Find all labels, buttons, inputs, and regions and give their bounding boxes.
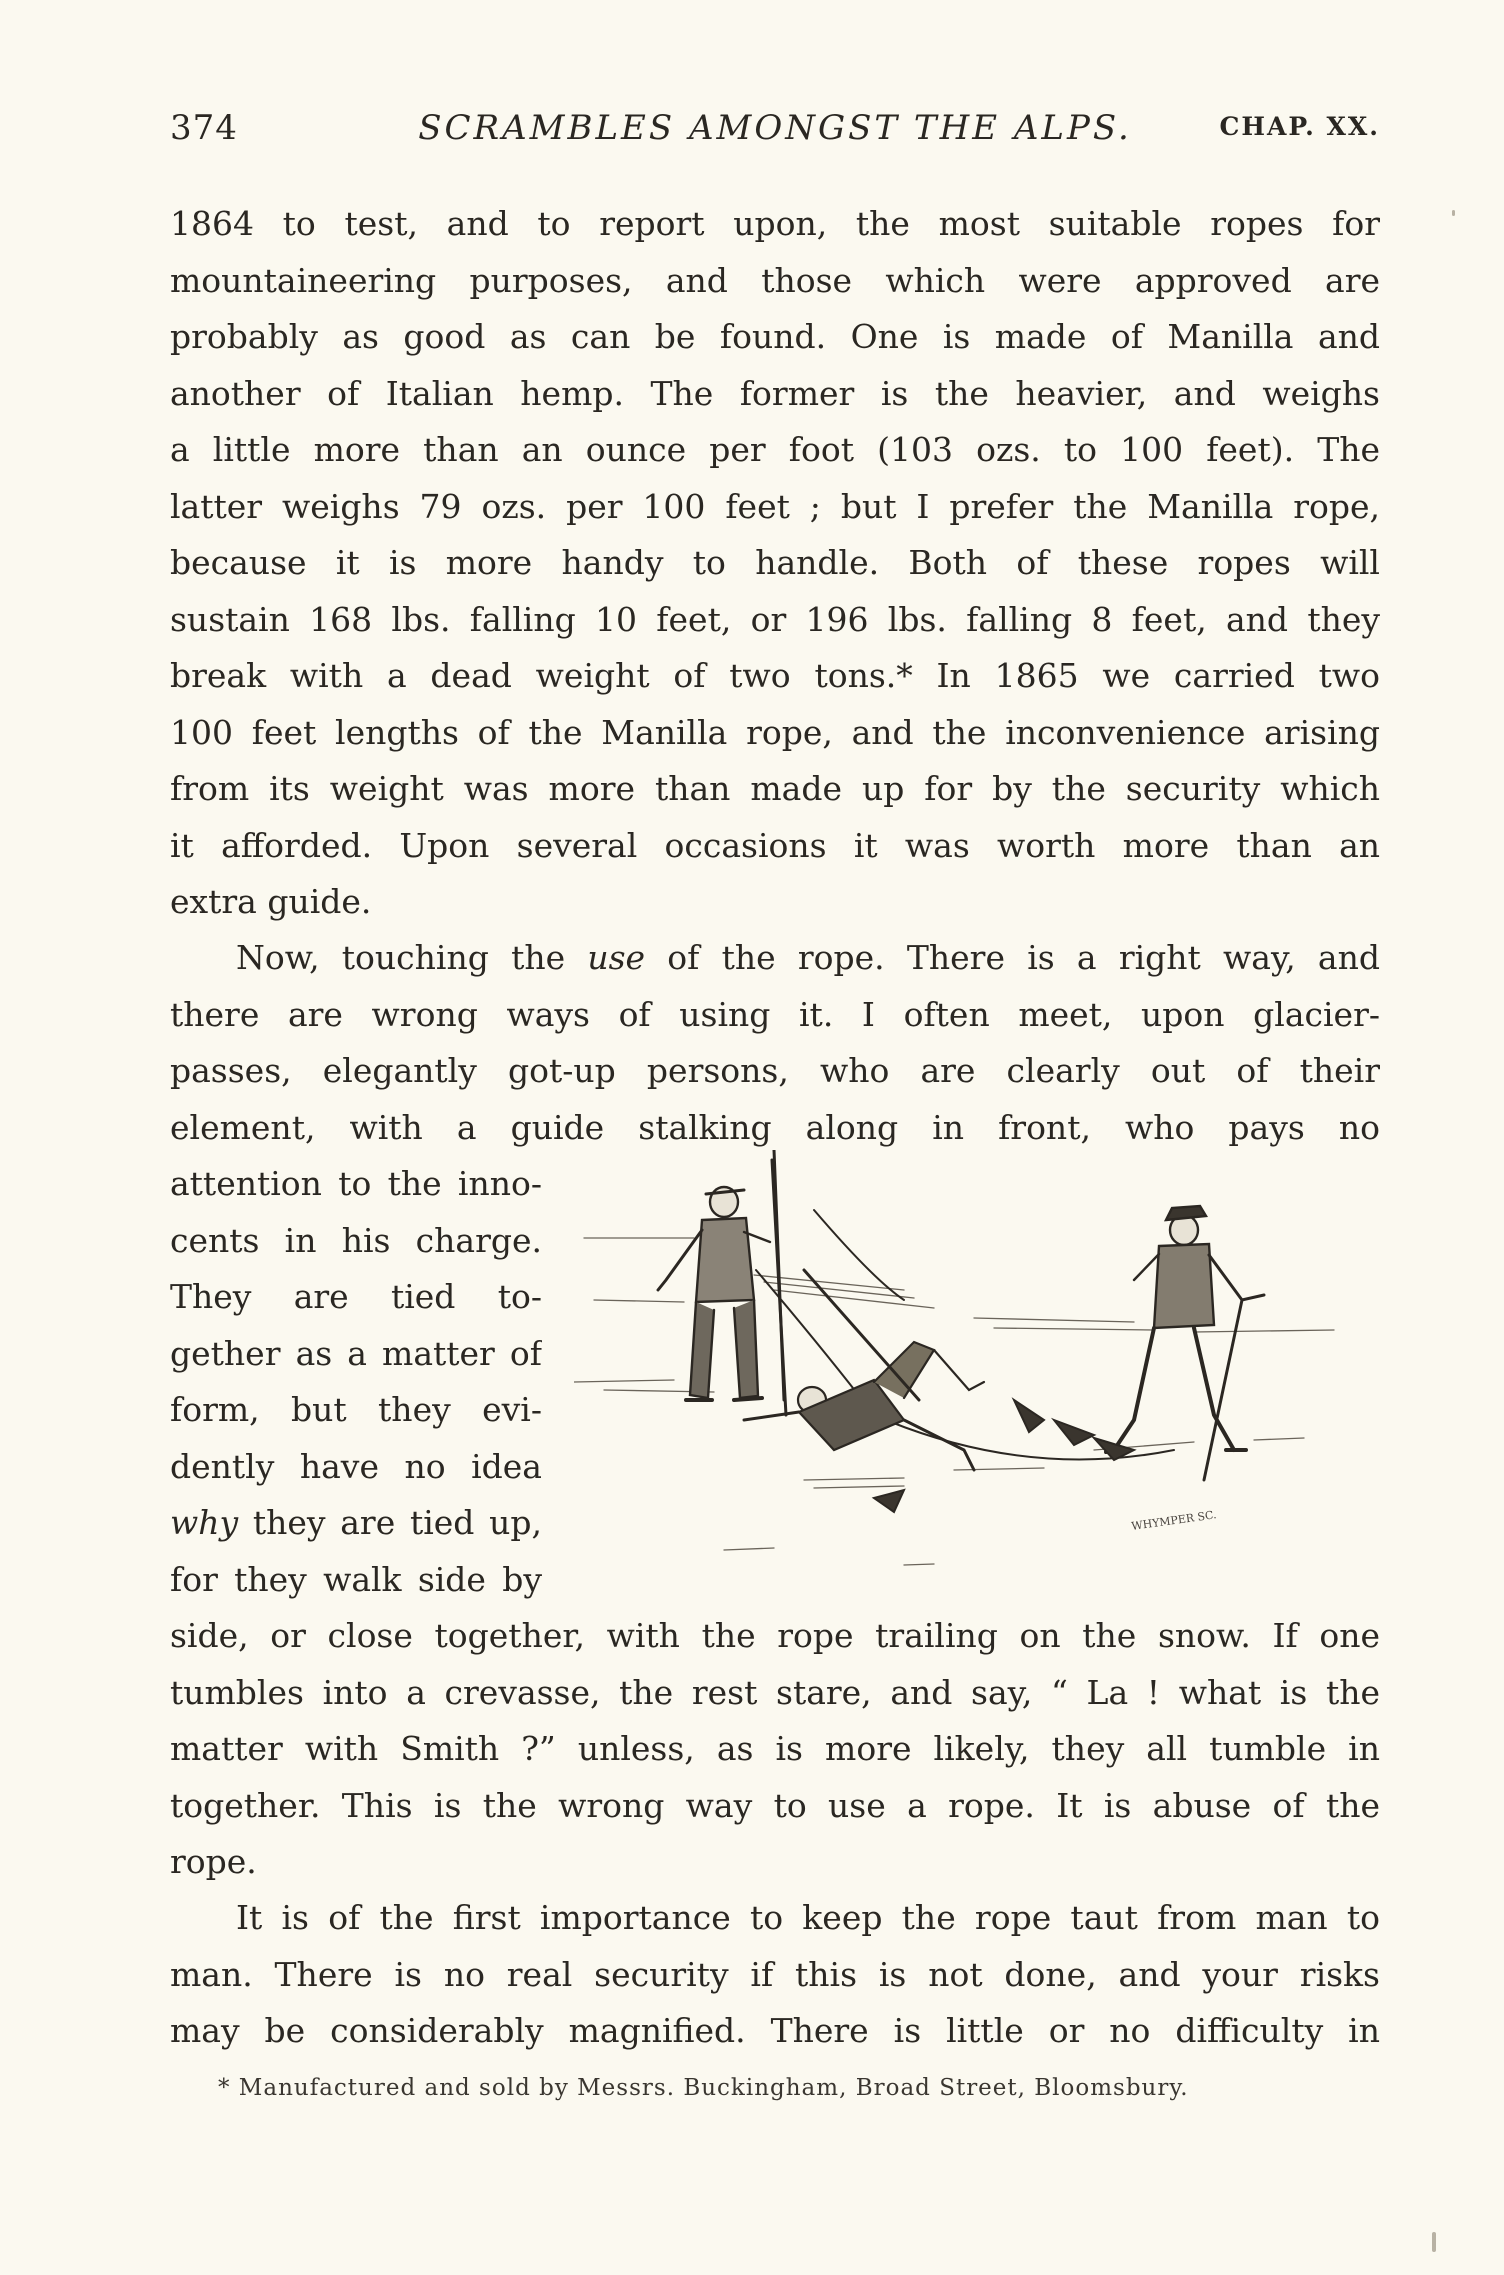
engraver-signature: WHYMPER SC.: [1130, 1508, 1218, 1533]
emphasis: why: [170, 1503, 239, 1542]
rope-illustration: [574, 1150, 1344, 1580]
text-line: probably as good as can be found. One is made of Manilla and: [170, 317, 1380, 356]
text-line: extra guide.: [170, 882, 372, 921]
text-line: together. This is the wrong way to use a rope. It is abuse of the: [170, 1785, 1380, 1825]
crevasse-blocks: [874, 1400, 1134, 1512]
text-line: latter weighs 79 ozs. per 100 feet ; but I prefer the Manilla rope,: [170, 486, 1380, 526]
text-line: cents in his charge.: [170, 1220, 542, 1260]
paper-speck: [1452, 210, 1455, 216]
text-line: rope.: [170, 1842, 257, 1881]
text-line: dently have no idea: [170, 1446, 542, 1486]
text-line: tumbles into a crevasse, the rest stare, and say, “ La ! what is the: [170, 1672, 1380, 1712]
text-line: They are tied to-: [170, 1277, 542, 1316]
text-line: element, with a guide stalking along in front, who pays no: [170, 1107, 1380, 1147]
text-line: side, or close together, with the rope trailing on the snow. If one: [170, 1616, 1380, 1655]
text-line: because it is more handy to handle. Both of these ropes will: [170, 543, 1380, 582]
text-line: it afforded. Upon several occasions it was worth more than an: [170, 825, 1380, 865]
paper-speck: [1432, 2232, 1436, 2252]
text-line: mountaineering purposes, and those which were approved are: [170, 260, 1380, 300]
running-title: SCRAMBLES AMONGST THE ALPS.: [418, 108, 1132, 148]
text-line: there are wrong ways of using it. I often meet, upon glacier-: [170, 994, 1380, 1034]
text-line: matter with Smith ?” unless, as is more likely, they all tumble in: [170, 1729, 1380, 1768]
running-header: [170, 108, 1380, 158]
text-line: passes, elegantly got-up persons, who are clearly out of their: [170, 1051, 1380, 1090]
emphasis: use: [587, 938, 646, 977]
text-line: why they are tied up,: [170, 1503, 542, 1542]
paragraph-2-wrapped-column: [170, 1156, 542, 1608]
text-line: sustain 168 lbs. falling 10 feet, or 196 lbs. falling 8 feet, and they: [170, 599, 1380, 639]
text-line: Now, touching the use of the rope. There is a right way, and: [236, 938, 1380, 977]
text-line: 1864 to test, and to report upon, the most suitable ropes for: [170, 204, 1380, 243]
paragraph-1: [170, 196, 1380, 931]
text-line: may be considerably magnified. There is little or no difficulty in: [170, 2011, 1380, 2050]
text-line: gether as a matter of: [170, 1333, 542, 1373]
paragraph-2-top: [170, 930, 1380, 1156]
text-line: It is of the first importance to keep the rope taut from man to: [236, 1898, 1380, 1937]
fallen-climber-figure: [744, 1342, 984, 1470]
text-line: attention to the inno-: [170, 1164, 542, 1203]
text-line: break with a dead weight of two tons.* In 1865 we carried two: [170, 656, 1380, 695]
text-line: 100 feet lengths of the Manilla rope, and the inconvenience arising: [170, 712, 1380, 752]
chapter-reference: CHAP. XX.: [1219, 112, 1380, 141]
paragraph-3: [170, 1890, 1380, 2060]
text-line: a little more than an ounce per foot (103 ozs. to 100 feet). The: [170, 430, 1380, 469]
text-line: for they walk side by: [170, 1559, 542, 1599]
traveller-figure: [1106, 1206, 1264, 1480]
text-line: man. There is no real security if this is not done, and your risks: [170, 1954, 1380, 1994]
text-line: another of Italian hemp. The former is the heavier, and weighs: [170, 373, 1380, 413]
footnote: * Manufactured and sold by Messrs. Buckingham, Broad Street, Bloomsbury.: [218, 2075, 1189, 2101]
paragraph-2-bottom: [170, 1608, 1380, 1891]
text-line: from its weight was more than made up for by the security which: [170, 769, 1380, 808]
text-line: form, but they evi-: [170, 1390, 542, 1429]
page-number: 374: [170, 108, 238, 148]
